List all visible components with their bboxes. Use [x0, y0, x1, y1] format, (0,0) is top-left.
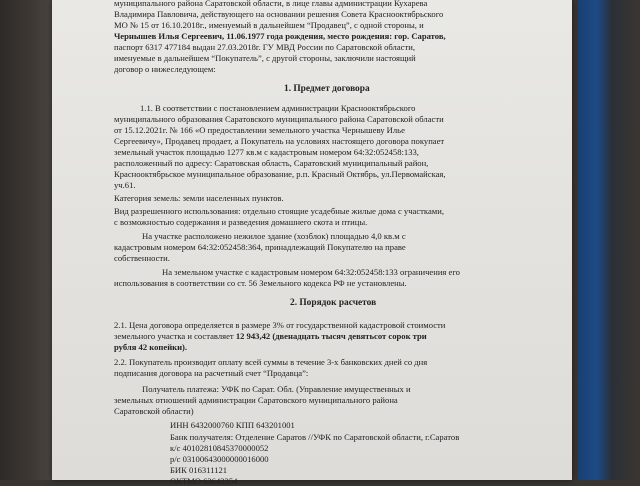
blue-folder-edge	[578, 0, 640, 480]
bank-detail-line: БИК 016311121	[170, 465, 228, 475]
section-heading: 1. Предмет договора	[284, 84, 370, 94]
section-heading: 2. Порядок расчетов	[290, 298, 377, 308]
payee-line: Саратовской области)	[114, 406, 194, 416]
body-line: На земельном участке с кадастровым номером 64:32:052458:133 ограничения его	[162, 267, 460, 277]
bank-detail-line: Банк получателя: Отделение Саратов //УФК по Саратовской области, г.Саратов	[170, 432, 460, 442]
body-line: 2.2. Покупатель производит оплату всей суммы в течение 3-х банковских дней со дня	[114, 357, 428, 367]
body-line: собственности.	[114, 253, 170, 263]
intro-line: Чернышев Илья Сергеевич, 11.06.1977 года рождения, место рождения: гор. Саратов,	[114, 31, 446, 41]
body-line: от 15.12.2021г. № 166 «О предоставлении земельного участка Чернышеву Илье	[114, 125, 405, 135]
payee-line: Получатель платежа: УФК по Сарат. Обл. (Управление имущественных и	[142, 384, 411, 394]
body-line: расположенный по адресу: Саратовская область, Саратовский муниципальный район,	[114, 158, 429, 168]
intro-line: договор о нижеследующем:	[114, 64, 216, 74]
body-line: использования в соответствии со ст. 56 Земельного кодекса РФ не установлены.	[114, 278, 407, 288]
body-line: кадастровым номером 64:32:052458:364, принадлежащий Покупателю на праве	[114, 242, 406, 252]
body-line: уч.61.	[114, 180, 136, 190]
payee-line: земельных отношений администрации Саратовского муниципального района	[114, 395, 398, 405]
bank-detail-line: ОКТМО 63643354	[170, 476, 238, 486]
body-line: Сергеевичу», Продавец продает, а Покупатель на условиях настоящего договора покупает	[114, 136, 445, 146]
body-line: 2.1. Цена договора определяется в размере 3% от государственной кадастровой стоимости	[114, 320, 446, 330]
body-line: 1.1. В соответствии с постановлением администрации Краснооктябрьского	[140, 103, 416, 113]
price-words: рубля 42 копейки).	[114, 342, 188, 352]
body-line: земельный участок площадью 1277 кв.м с кадастровым номером 64:32:052458:133,	[114, 147, 419, 157]
body-line: На участке расположено нежилое здание (хозблок) площадью 4,0 кв.м с	[142, 231, 406, 241]
body-line: Вид разрешенного использования: отдельно стоящие усадебные жилые дома с участками,	[114, 206, 444, 216]
intro-line: муниципального района Саратовской области, в лице главы администрации Кухарева	[114, 0, 428, 8]
body-line: Категория земель: земли населенных пунктов.	[114, 193, 284, 203]
intro-line: МО № 15 от 16.10.2018г., именуемый в дальнейшем “Продавец”, с одной стороны, и	[114, 20, 424, 30]
bank-detail-line: р/с 03100643000000016000	[170, 454, 269, 464]
intro-line: именуемые в дальнейшем “Покупатель”, с другой стороны, заключили настоящий	[114, 53, 416, 63]
desk-background-left	[0, 0, 52, 480]
body-line: с возможностью содержания и разведения домашнего скота и птицы.	[114, 217, 368, 227]
price-lead-text: земельного участка и составляет	[114, 331, 236, 341]
bank-detail-line: ИНН 6432000760 КПП 643201001	[170, 420, 295, 430]
body-line: муниципального образования Саратовского муниципального района Саратовской области	[114, 114, 444, 124]
intro-line: паспорт 6317 477184 выдан 27.03.2018г. ГУ МВД России по Саратовской области,	[114, 42, 415, 52]
intro-line: Владимира Павловича, действующего на основании решения Совета Краснооктябрьского	[114, 9, 444, 19]
body-line: подписания договора на расчетный счет “Продавца”:	[114, 368, 309, 378]
bank-detail-line: к/с 40102810845370000052	[170, 443, 269, 453]
price-line	[114, 331, 427, 341]
price-amount: 12 943,42 (двенадцать тысяч девятьсот сорок три	[235, 331, 427, 341]
body-line: Краснооктябрьское муниципальное образование, р.п. Красный Октябрь, ул.Первомайская,	[114, 169, 446, 179]
contract-page	[52, 0, 572, 486]
